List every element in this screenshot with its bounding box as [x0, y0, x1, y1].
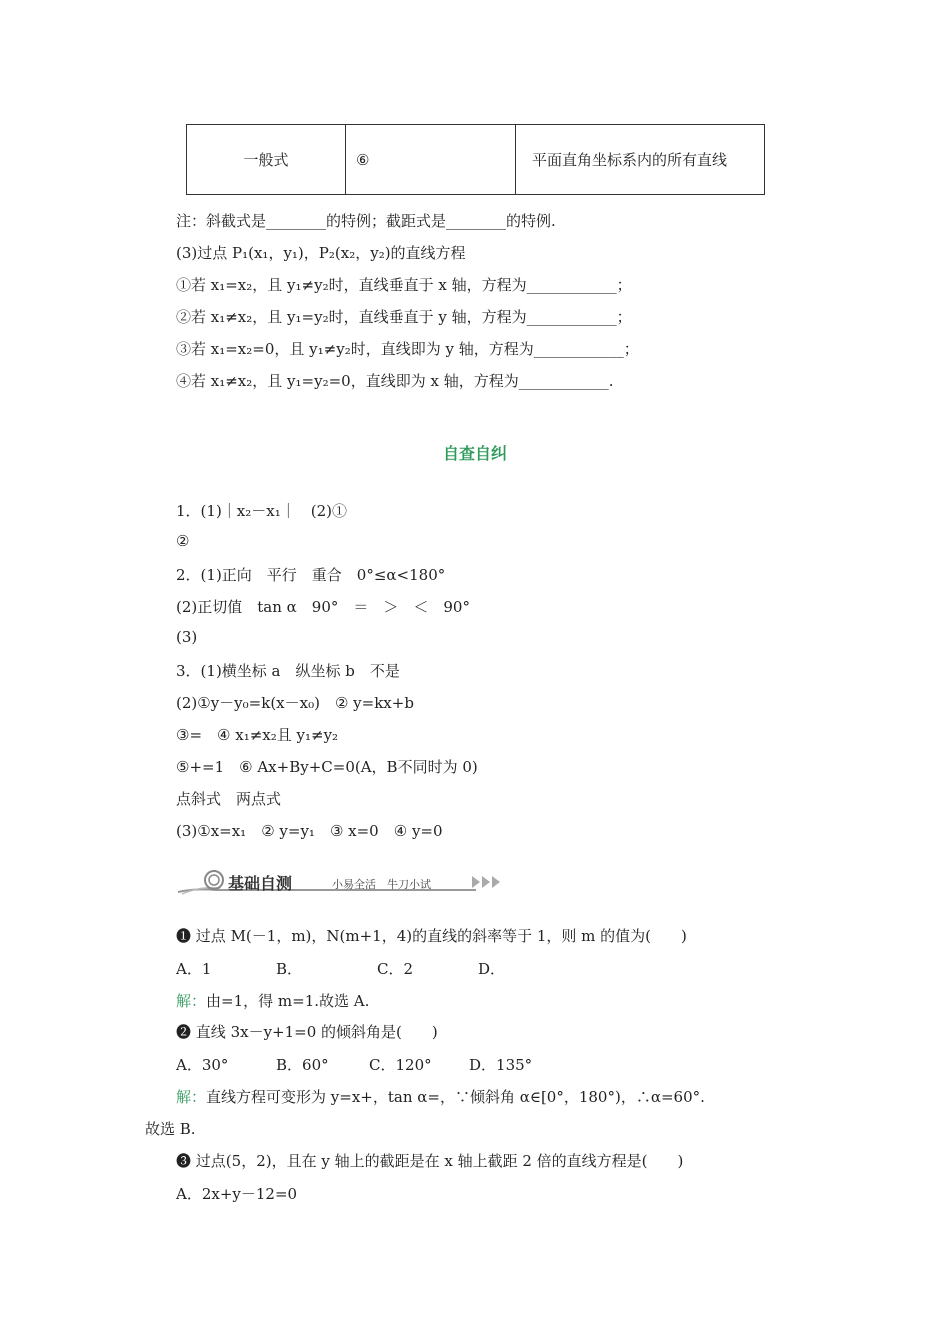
table-cell-scope: 平面直角坐标系内的所有直线: [516, 125, 765, 195]
answer-line: ③= ④ x₁≠x₂且 y₁≠y₂: [176, 726, 339, 744]
answer-line: 1．(1)｜x₂－x₁｜ (2)①: [176, 502, 347, 520]
question-number-icon: ❷: [176, 1023, 192, 1041]
question-number-icon: ❸: [176, 1152, 192, 1170]
form-table: [186, 124, 765, 195]
table-cell-equation: ⑥: [346, 125, 516, 195]
answer-line: ⑤+=1 ⑥ Ax+By+C=0(A，B不同时为 0): [176, 758, 478, 776]
answer-line: 3．(1)横坐标 a 纵坐标 b 不是: [176, 662, 400, 680]
option-a: A．30°: [176, 1056, 229, 1074]
question-stem: 过点 M(－1，m)，N(m+1，4)的直线的斜率等于 1，则 m 的值为( ): [195, 927, 687, 945]
banner-title: 基础自测: [228, 874, 293, 893]
answer-line: (2)①y－y₀=k(x－x₀) ② y=kx+b: [176, 694, 414, 712]
banner-subtitle: 小易全活 牛刀小试: [332, 878, 431, 891]
option-b: B．: [276, 960, 303, 978]
question-3: [176, 1150, 683, 1171]
answer-line: ②: [176, 532, 190, 550]
table-row: [187, 125, 765, 195]
question-2: [176, 1021, 438, 1042]
answer-line: (3)①x=x₁ ② y=y₁ ③ x=0 ④ y=0: [176, 822, 443, 840]
question-stem: 过点(5，2)，且在 y 轴上的截距是在 x 轴上截距 2 倍的直线方程是( ): [195, 1152, 684, 1170]
solution-2-cont: 故选 B.: [145, 1120, 196, 1138]
note-line: 注：斜截式是________的特例；截距式是________的特例.: [176, 212, 556, 230]
case-4: ④若 x₁≠x₂，且 y₁=y₂=0，直线即为 x 轴，方程为____________.: [176, 372, 614, 390]
solution-text: 由=1，得 m=1.故选 A.: [206, 992, 370, 1010]
case-3: ③若 x₁=x₂=0，且 y₁≠y₂时，直线即为 y 轴，方程为____________；: [176, 340, 639, 358]
answer-line: (3): [176, 628, 198, 646]
section-banner: [176, 868, 506, 896]
table-cell-form: 一般式: [187, 125, 346, 195]
option-d: D．: [478, 960, 506, 978]
answer-line: (2)正切值 tan α 90° ＝ ＞ ＜ 90°: [176, 598, 470, 616]
answer-line: 2．(1)正向 平行 重合 0°≤α<180°: [176, 566, 446, 584]
two-point-heading: (3)过点 P₁(x₁，y₁)，P₂(x₂，y₂)的直线方程: [176, 244, 466, 262]
solution-label: 解：: [176, 992, 207, 1010]
question-stem: 直线 3x－y+1=0 的倾斜角是( ): [195, 1023, 438, 1041]
solution-text: 直线方程可变形为 y=x+，tan α=，∵倾斜角 α∈[0°，180°)，∴α=60°.: [206, 1088, 705, 1106]
question-number-icon: ❶: [176, 927, 192, 945]
solution-2: [176, 1086, 705, 1107]
section-title: 自查自纠: [442, 444, 507, 463]
case-1: ①若 x₁=x₂，且 y₁≠y₂时，直线垂直于 x 轴，方程为____________；: [176, 276, 632, 294]
option-a: A．2x+y－12=0: [176, 1185, 298, 1203]
option-a: A．1: [176, 960, 212, 978]
answer-line: 点斜式 两点式: [176, 790, 282, 808]
case-2: ②若 x₁≠x₂，且 y₁=y₂时，直线垂直于 y 轴，方程为____________；: [176, 308, 632, 326]
option-d: D．135°: [469, 1056, 533, 1074]
option-c: C．120°: [369, 1056, 432, 1074]
question-1: [176, 925, 687, 946]
option-b: B．60°: [276, 1056, 329, 1074]
solution-label: 解：: [176, 1088, 207, 1106]
option-c: C．2: [377, 960, 414, 978]
solution-1: [176, 990, 369, 1011]
